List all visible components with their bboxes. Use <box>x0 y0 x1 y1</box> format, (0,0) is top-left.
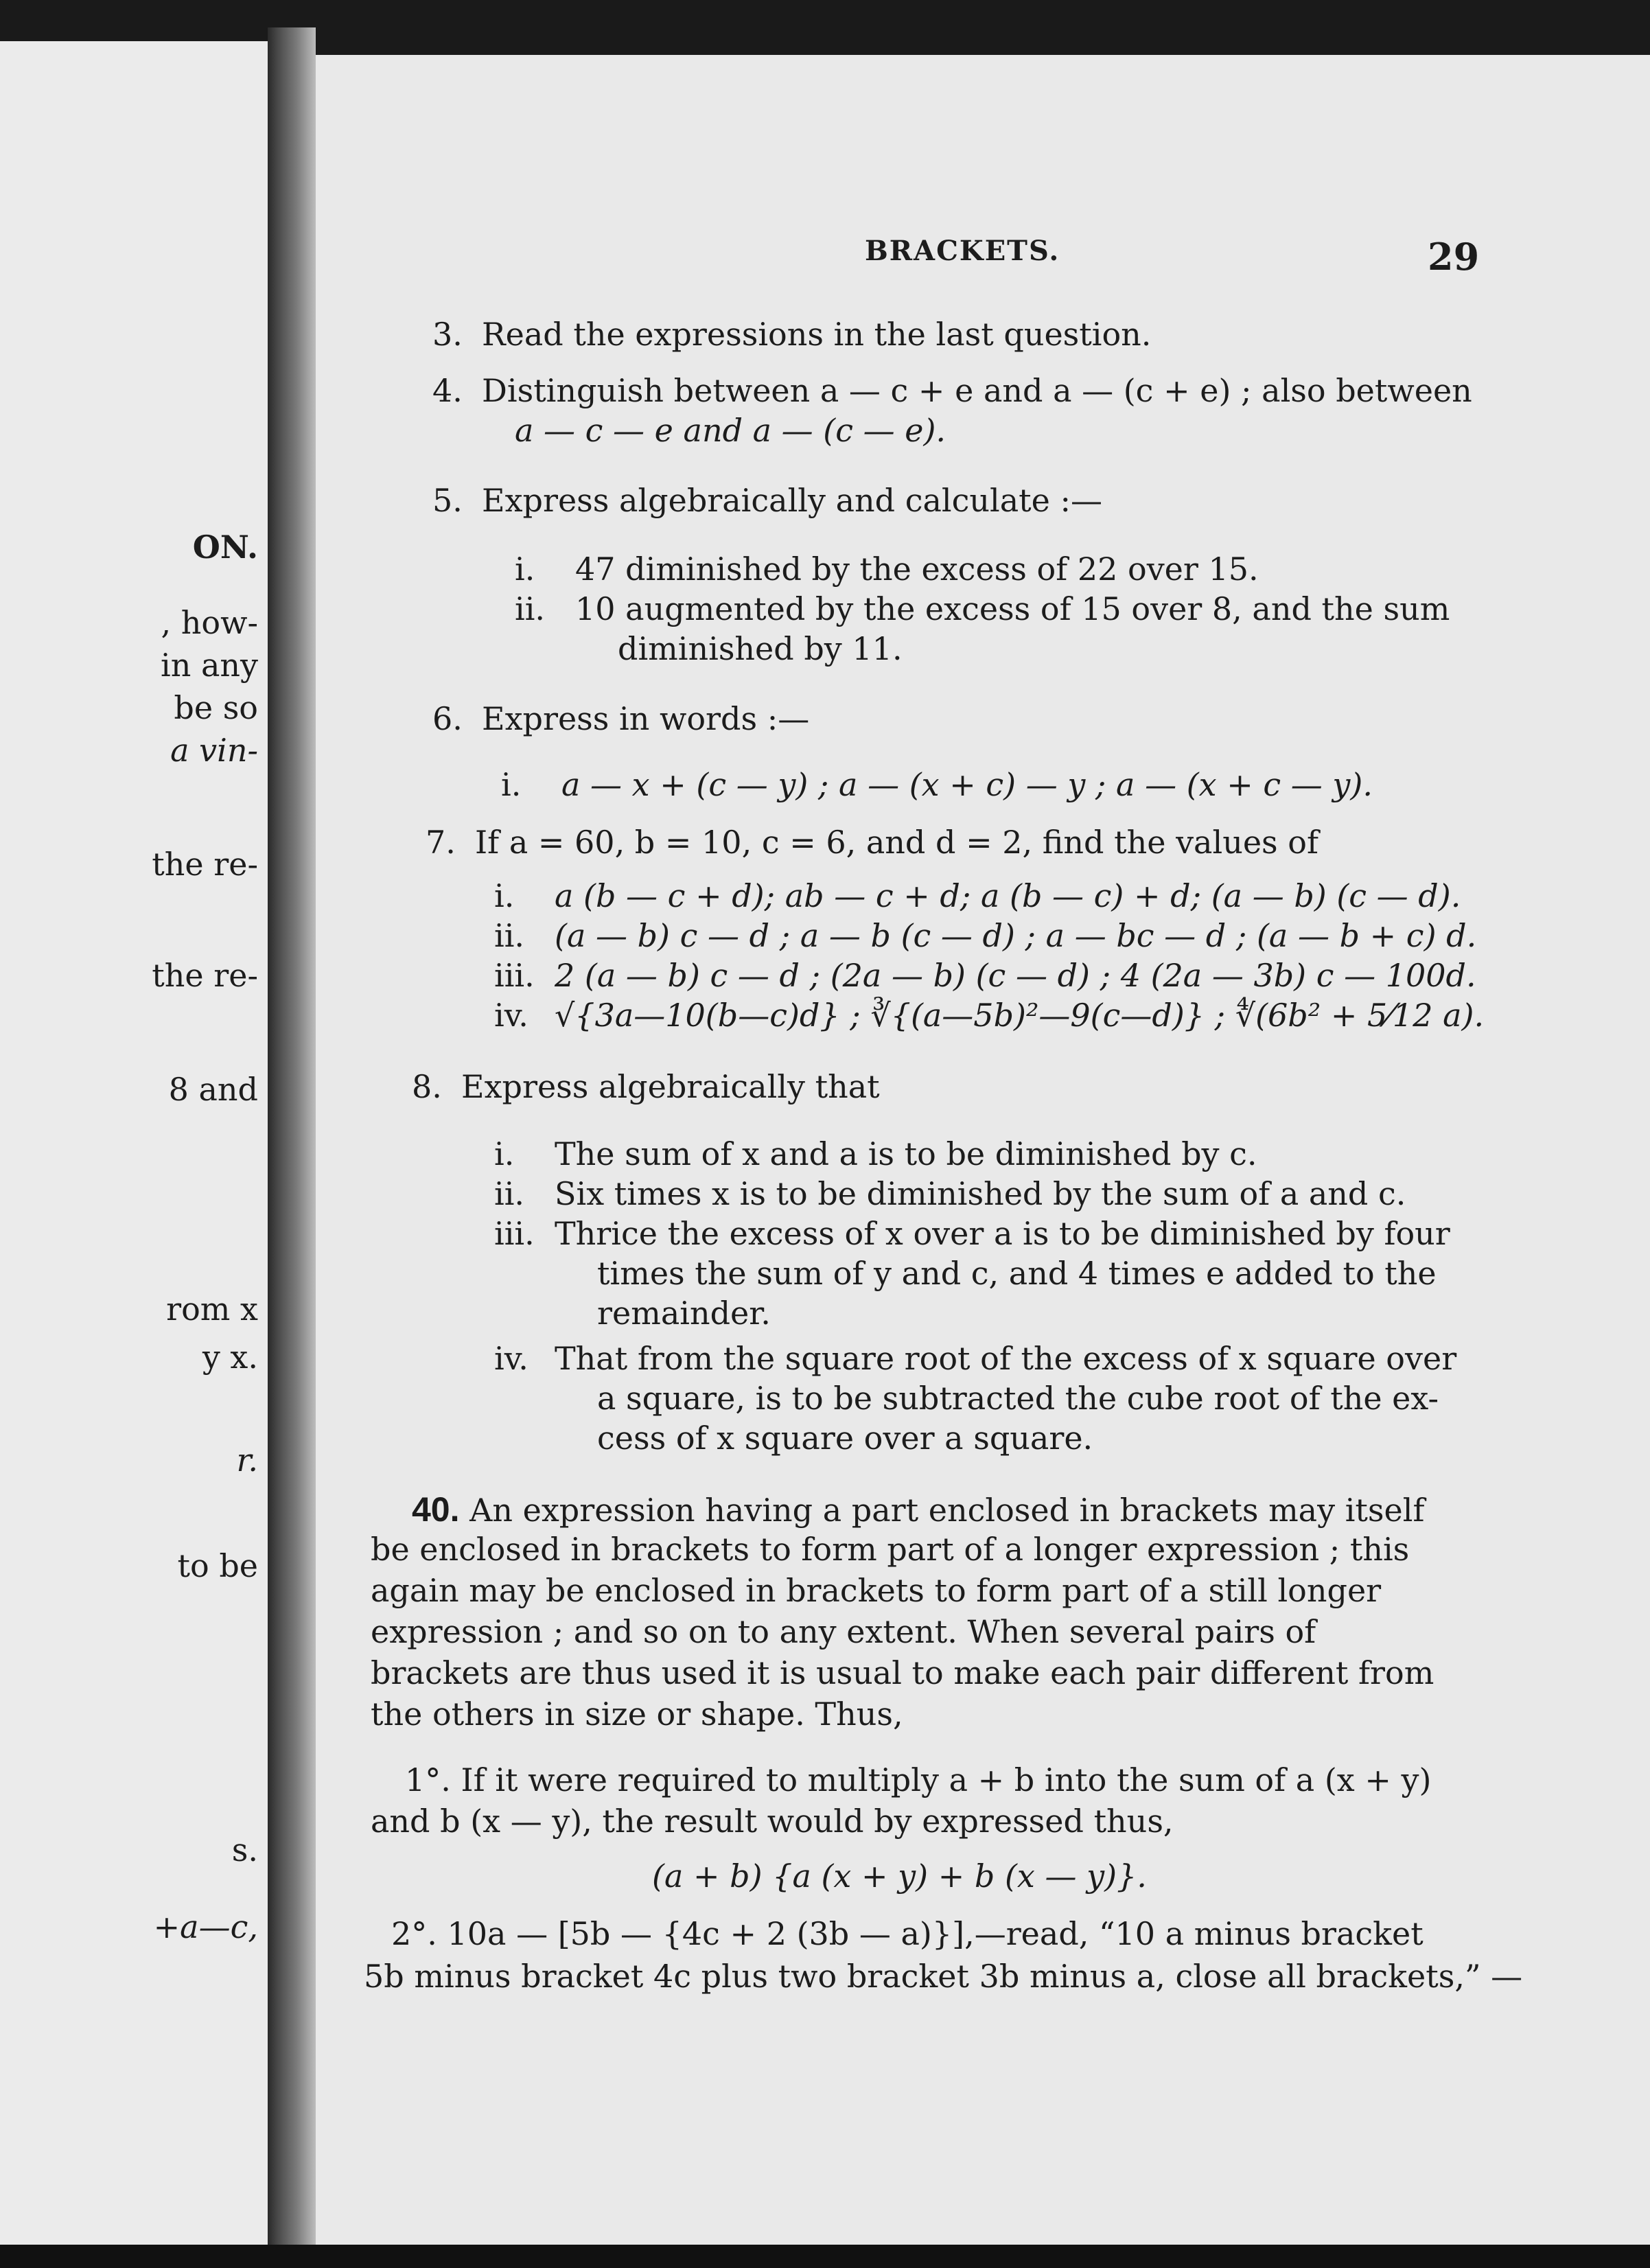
left-page-fragment: in any <box>161 647 258 684</box>
right-page <box>316 55 1650 2268</box>
scan-bottom-edge <box>0 2245 1650 2268</box>
left-page-fragment: rom x <box>166 1291 258 1328</box>
exercise-5 <box>432 482 1102 519</box>
part-text: a — x + (c — y) ; a — (x + c) — y ; a — (x + c — y). <box>561 766 1373 803</box>
left-page-fragment: the re- <box>152 957 258 994</box>
exercise-text: Express algebraically and calculate :— <box>482 482 1102 519</box>
book-spine-shadow <box>268 27 316 2268</box>
example-2-line-1: 2°. 10a — [5b — {4c + 2 (3b — a)}],—read, “10 a minus bracket <box>391 1915 1424 1952</box>
section-40-line-3: again may be enclosed in brackets to form part of a still longer <box>371 1572 1382 1609</box>
left-page-fragment: a vin- <box>170 732 258 769</box>
exercise-8-part-iv-cont-2: cess of x square over a square. <box>597 1420 1093 1457</box>
exercise-8-part-iii-cont-1: times the sum of y and c, and 4 times e added to the <box>597 1255 1437 1292</box>
exercise-6 <box>432 700 809 737</box>
exercise-4-line-2: a — c — e and a — (c — e). <box>515 412 946 449</box>
section-text: An expression having a part enclosed in brackets may itself <box>469 1492 1425 1529</box>
exercise-text: If a = 60, b = 10, c = 6, and d = 2, find the values of <box>475 824 1318 861</box>
part-text: 47 diminished by the excess of 22 over 15. <box>575 551 1259 588</box>
section-40-line-5: brackets are thus used it is usual to make each pair different from <box>371 1654 1434 1691</box>
left-page-fragment: to be <box>177 1547 258 1584</box>
exercise-number: 3. <box>432 316 463 353</box>
exercise-7-part-ii <box>494 917 1476 954</box>
exercise-8-part-iv <box>494 1340 1456 1377</box>
exercise-number: 5. <box>432 482 463 519</box>
section-40-line-2: be enclosed in brackets to form part of a longer expression ; this <box>371 1531 1410 1568</box>
part-text: 2 (a — b) c — d ; (2a — b) (c — d) ; 4 (2a — 3b) c — 100d. <box>555 957 1476 994</box>
exercise-7 <box>426 824 1318 861</box>
left-page-fragment: r. <box>236 1442 258 1479</box>
part-text: √{3a—10(b—c)d} ; ∛{(a—5b)²—9(c—d)} ; ∜(6b² + 5⁄12 a). <box>555 997 1485 1034</box>
left-page-fragment: be so <box>174 689 258 726</box>
left-page-fragment: s. <box>231 1831 258 1868</box>
exercise-8 <box>412 1068 880 1105</box>
page-number: 29 <box>1428 235 1480 279</box>
part-label: i. <box>501 766 522 803</box>
exercise-6-part-i <box>501 766 1373 803</box>
exercise-7-part-i <box>494 877 1461 914</box>
part-label: i. <box>494 1135 515 1172</box>
left-page-fragment: +a—c, <box>153 1908 258 1945</box>
left-page-edge <box>0 41 268 2268</box>
exercise-text: Distinguish between a — c + e and a — (c + e) ; also between <box>482 372 1472 409</box>
exercise-5-part-ii-cont: diminished by 11. <box>618 630 903 667</box>
section-40-line-1 <box>412 1490 1424 1529</box>
exercise-8-part-iii-cont-2: remainder. <box>597 1295 771 1332</box>
part-text: Thrice the excess of x over a is to be diminished by four <box>555 1215 1450 1252</box>
example-1-formula: (a + b) {a (x + y) + b (x — y)}. <box>652 1858 1147 1895</box>
part-label: i. <box>494 877 515 914</box>
example-1-line-1: 1°. If it were required to multiply a + b into the sum of a (x + y) <box>405 1761 1432 1798</box>
section-number: 40. <box>412 1490 460 1529</box>
exercise-8-part-i <box>494 1135 1257 1172</box>
exercise-number: 4. <box>432 372 463 409</box>
part-label: ii. <box>515 590 546 627</box>
part-label: ii. <box>494 1175 525 1212</box>
left-page-fragment: 8 and <box>168 1071 258 1108</box>
exercise-7-part-iii <box>494 957 1476 994</box>
exercise-8-part-ii <box>494 1175 1406 1212</box>
left-page-fragment: ON. <box>192 529 258 566</box>
part-text: (a — b) c — d ; a — b (c — d) ; a — bc — d ; (a — b + c) d. <box>555 917 1477 954</box>
exercise-3 <box>432 316 1151 353</box>
example-1-line-2: and b (x — y), the result would by expressed thus, <box>371 1803 1174 1840</box>
part-text: 10 augmented by the excess of 15 over 8, and the sum <box>575 590 1450 627</box>
running-head: BRACKETS. <box>865 235 1060 267</box>
exercise-8-part-iv-cont-1: a square, is to be subtracted the cube root of the ex- <box>597 1380 1439 1417</box>
part-text: Six times x is to be diminished by the sum of a and c. <box>555 1175 1406 1212</box>
exercise-text: Read the expressions in the last question. <box>482 316 1152 353</box>
section-40-line-4: expression ; and so on to any extent. When several pairs of <box>371 1613 1316 1650</box>
exercise-text: Express in words :— <box>482 700 810 737</box>
part-text: The sum of x and a is to be diminished by c. <box>555 1135 1257 1172</box>
part-text: That from the square root of the excess of x square over <box>555 1340 1457 1377</box>
exercise-number: 8. <box>412 1068 442 1105</box>
part-label: iii. <box>494 1215 535 1252</box>
exercise-5-part-i <box>515 551 1259 588</box>
example-2-line-2: 5b minus bracket 4c plus two bracket 3b minus a, close all brackets,” — <box>364 1958 1523 1995</box>
exercise-text: Express algebraically that <box>461 1068 880 1105</box>
part-label: iv. <box>494 997 528 1034</box>
section-40-line-6: the others in size or shape. Thus, <box>371 1696 903 1733</box>
exercise-5-part-ii <box>515 590 1450 627</box>
exercise-number: 6. <box>432 700 463 737</box>
part-label: iv. <box>494 1340 528 1377</box>
part-text: a (b — c + d); ab — c + d; a (b — c) + d; (a — b) (c — d). <box>555 877 1461 914</box>
left-page-fragment: the re- <box>152 846 258 883</box>
exercise-4 <box>432 372 1472 409</box>
left-page-fragment: y x. <box>202 1339 258 1376</box>
left-page-fragment: , how- <box>161 604 258 641</box>
part-label: ii. <box>494 917 525 954</box>
part-label: i. <box>515 551 535 588</box>
exercise-number: 7. <box>426 824 456 861</box>
exercise-7-part-iv <box>494 997 1484 1034</box>
part-label: iii. <box>494 957 535 994</box>
exercise-8-part-iii <box>494 1215 1450 1252</box>
